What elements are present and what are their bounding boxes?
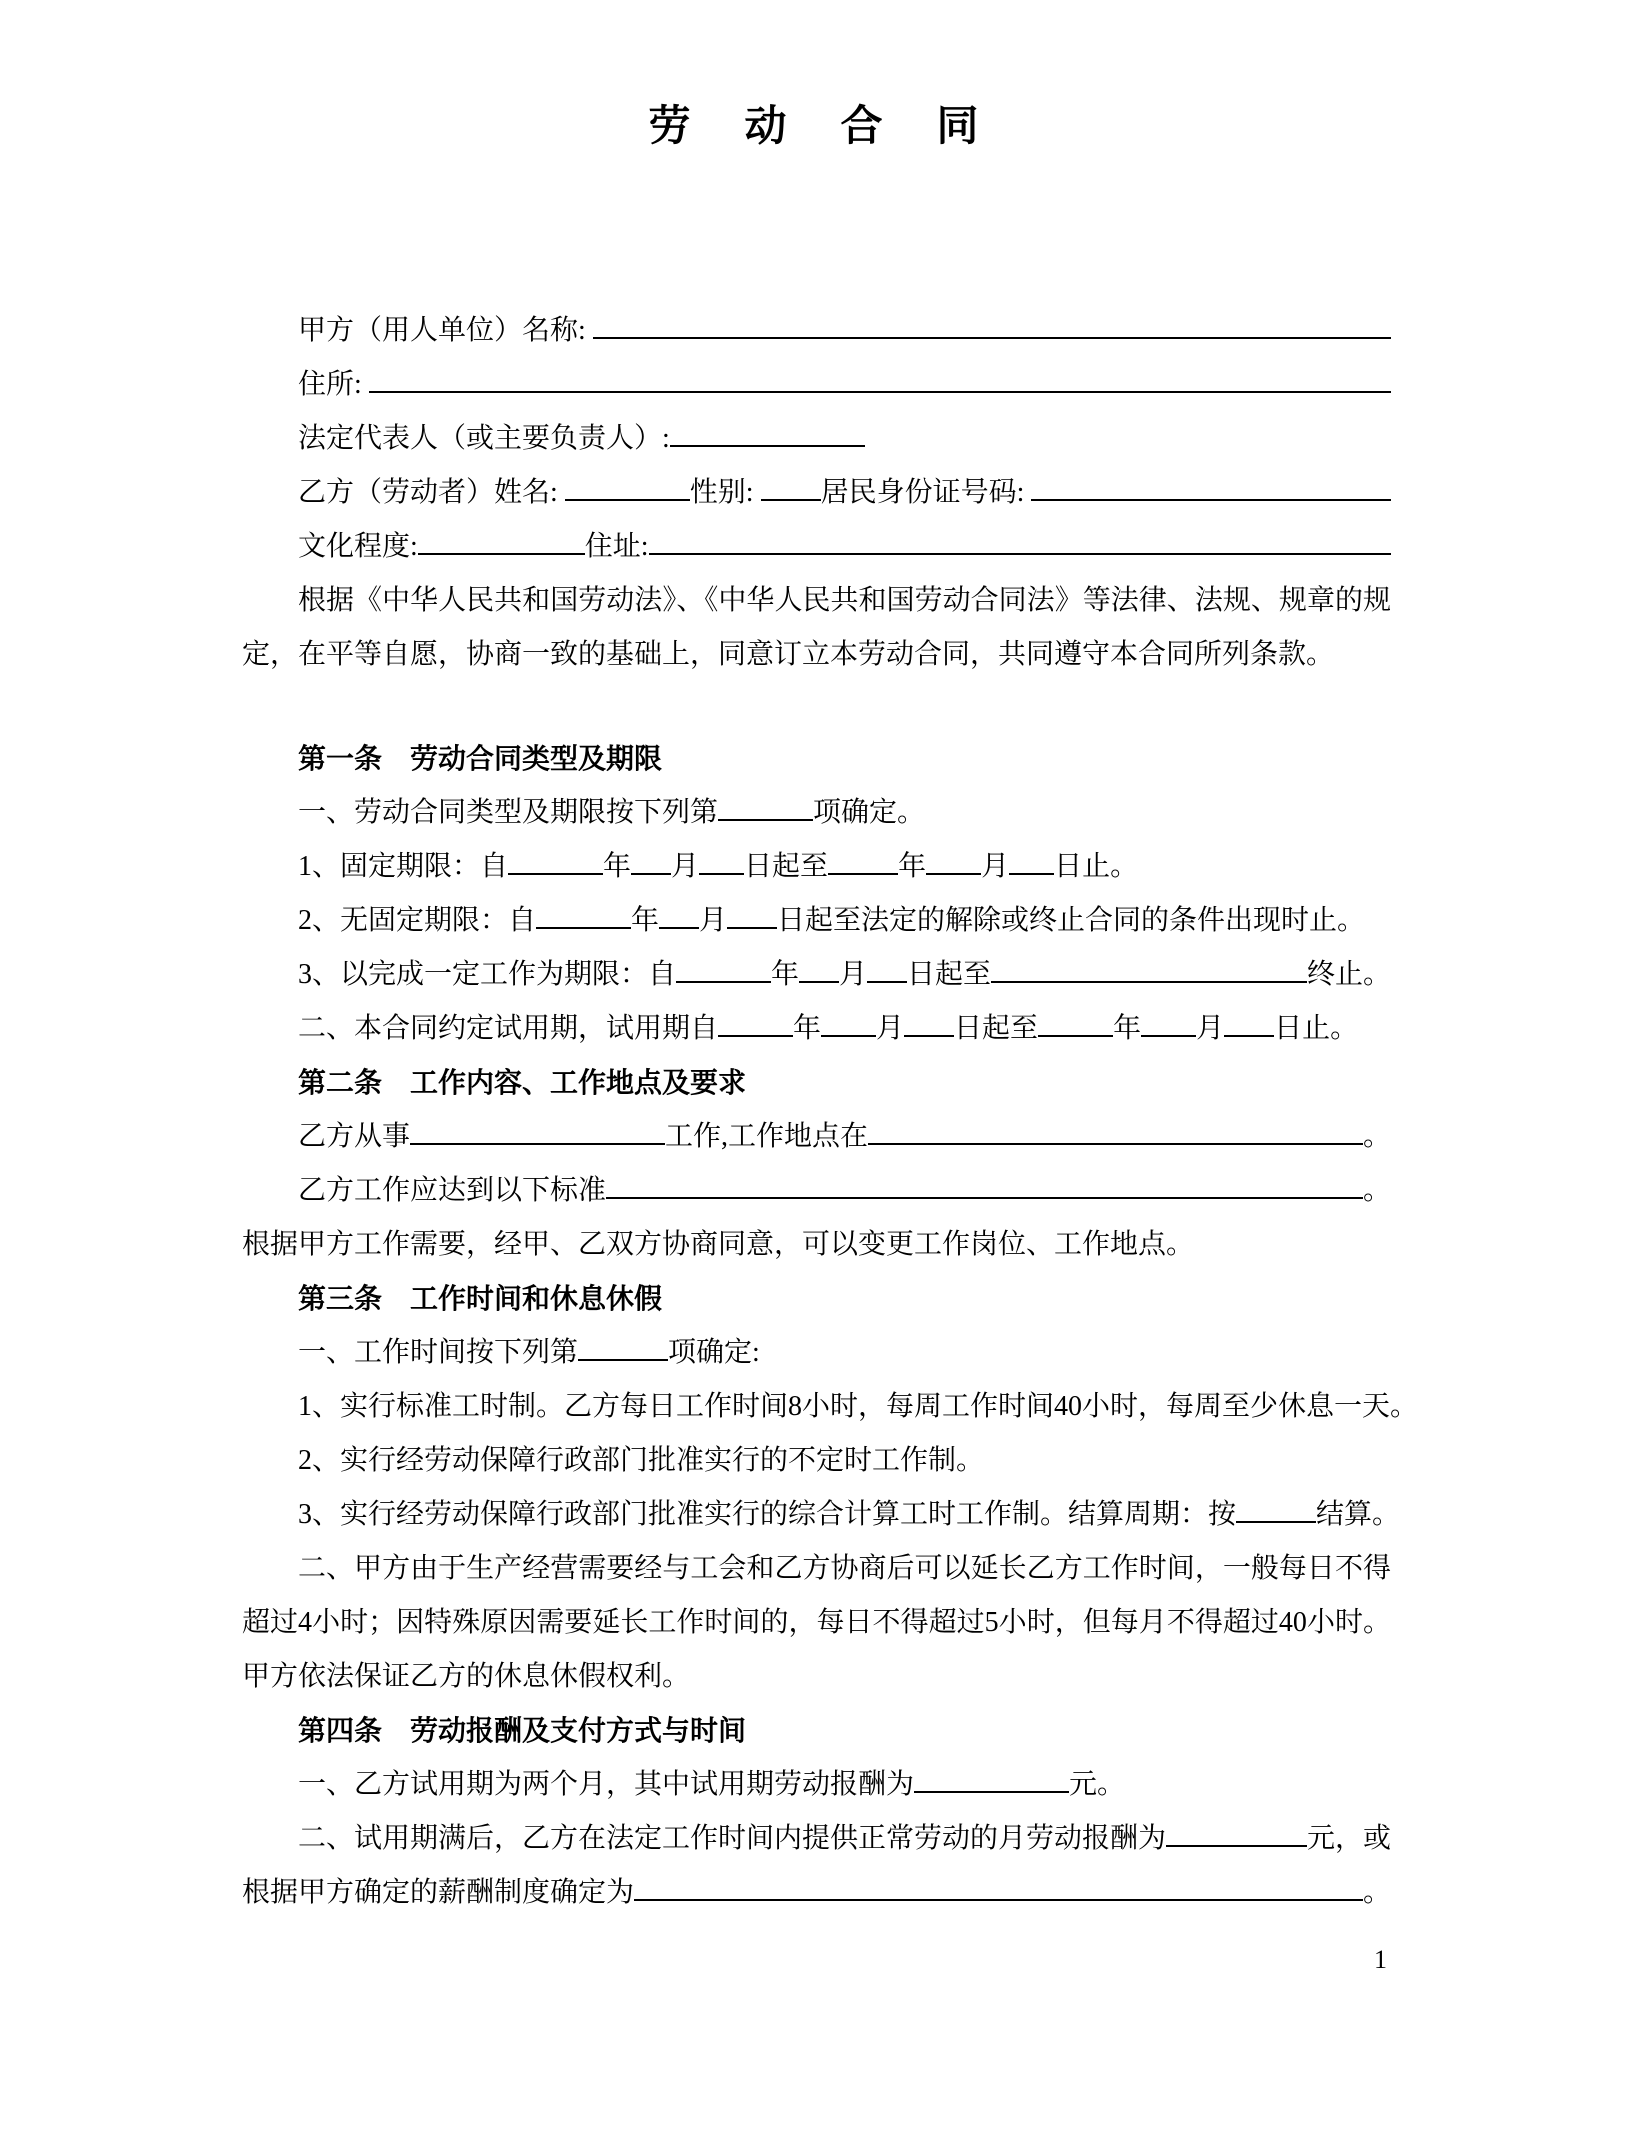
work-standard-pre: 乙方工作应达到以下标准 (298, 1175, 607, 1206)
employer-name-line (242, 304, 1391, 358)
worktime-post: 项确定: (668, 1337, 760, 1368)
blank-salary-system[interactable] (634, 1877, 1363, 1901)
task-term-pre: 3、以完成一定工作为期限：自 (298, 959, 677, 990)
standard-hours-line (242, 1380, 1419, 1434)
year-label: 年 (631, 905, 660, 936)
blank-probation-end-month[interactable] (1141, 1013, 1196, 1037)
blank-gender[interactable] (761, 477, 821, 501)
year-label: 年 (771, 959, 800, 990)
worktime-pre: 一、工作时间按下列第 (298, 1337, 579, 1368)
open-term-line (242, 894, 1391, 948)
education-label: 文化程度: (298, 531, 418, 562)
employer-address-line (242, 358, 1391, 412)
blank-legal-representative[interactable] (670, 423, 865, 447)
page-number: 1 (1374, 1945, 1387, 1974)
blank-probation-salary[interactable] (914, 1769, 1069, 1793)
blank-employer-name[interactable] (593, 315, 1391, 339)
task-term-line (242, 948, 1391, 1002)
day-from-label: 日起至 (907, 959, 992, 990)
blank-probation-start-day[interactable] (904, 1013, 954, 1037)
blank-fixed-end-day[interactable] (1009, 851, 1054, 875)
salary-system-line (242, 1866, 1391, 1920)
overtime-paragraph: 二、甲方由于生产经营需要经与工会和乙方协商后可以延长乙方工作时间，一般每日不得超过4小时；因特殊原因需要延长工作时间的，每日不得超过5小时，但每月不得超过40小时。甲方依法保证乙方的休息休假权利。 (242, 1553, 1391, 1692)
salary-system-post: 。 (1362, 1877, 1391, 1908)
period-label: 。 (1362, 1121, 1391, 1152)
job-change-line (242, 1218, 1391, 1272)
blank-fixed-start-day[interactable] (699, 851, 744, 875)
period-label: 。 (1362, 1175, 1391, 1206)
intro-paragraph: 根据《中华人民共和国劳动法》、《中华人民共和国劳动合同法》等法律、法规、规章的规定，在平等自愿，协商一致的基础上，同意订立本劳动合同，共同遵守本合同所列条款。 (242, 585, 1391, 670)
month-label: 月 (699, 905, 728, 936)
month-label: 月 (671, 851, 700, 882)
open-term-pre: 2、无固定期限：自 (298, 905, 537, 936)
probation-salary-line (242, 1758, 1391, 1812)
salary-system-pre: 根据甲方确定的薪酬制度确定为 (242, 1877, 635, 1908)
blank-probation-start-year[interactable] (718, 1013, 793, 1037)
blank-work-location[interactable] (868, 1121, 1363, 1145)
job-pre: 乙方从事 (298, 1121, 411, 1152)
job-mid: 工作,工作地点在 (665, 1121, 869, 1152)
blank-open-start-year[interactable] (536, 905, 631, 929)
gender-label: 性别: (689, 477, 761, 508)
blank-open-start-month[interactable] (659, 905, 699, 929)
worker-name-label: 乙方（劳动者）姓名: (298, 477, 565, 508)
blank-task-start-day[interactable] (867, 959, 907, 983)
article3-heading: 第三条 工作时间和休息休假 (298, 1283, 663, 1314)
blank-probation-end-day[interactable] (1224, 1013, 1274, 1037)
blank-worker-address[interactable] (649, 531, 1391, 555)
worker-address-label: 住址: (584, 531, 649, 562)
fixed-term-line (242, 840, 1391, 894)
blank-education[interactable] (418, 531, 585, 555)
blank-worker-name[interactable] (565, 477, 690, 501)
month-label: 月 (1196, 1013, 1225, 1044)
monthly-salary-pre: 二、试用期满后，乙方在法定工作时间内提供正常劳动的月劳动报酬为 (298, 1823, 1167, 1854)
job-change-text: 根据甲方工作需要，经甲、乙双方协商同意，可以变更工作岗位、工作地点。 (242, 1229, 1195, 1260)
flexible-hours-text: 2、实行经劳动保障行政部门批准实行的不定时工作制。 (298, 1445, 985, 1476)
comprehensive-pre: 3、实行经劳动保障行政部门批准实行的综合计算工时工作制。结算周期：按 (298, 1499, 1237, 1530)
blank-probation-start-month[interactable] (821, 1013, 876, 1037)
id-number-label: 居民身份证号码: (820, 477, 1032, 508)
blank-fixed-start-month[interactable] (631, 851, 671, 875)
blank-task-start-month[interactable] (799, 959, 839, 983)
worker-identity-line (242, 466, 1391, 520)
comprehensive-hours-line (242, 1488, 1401, 1542)
comprehensive-post: 结算。 (1316, 1499, 1401, 1530)
blank-task-start-year[interactable] (676, 959, 771, 983)
blank-fixed-end-month[interactable] (926, 851, 981, 875)
day-from-label: 日起至 (954, 1013, 1039, 1044)
day-from-label: 日起至 (744, 851, 829, 882)
probation-period-line (242, 1002, 1391, 1056)
flexible-hours-line (242, 1434, 1391, 1488)
year-label: 年 (1113, 1013, 1142, 1044)
day-until-label: 日止。 (1054, 851, 1139, 882)
employer-name-label: 甲方（用人单位）名称: (298, 315, 593, 346)
article2-heading: 第二条 工作内容、工作地点及要求 (298, 1067, 747, 1098)
year-label: 年 (603, 851, 632, 882)
blank-task-end-condition[interactable] (991, 959, 1307, 983)
contract-type-pre: 一、劳动合同类型及期限按下列第 (298, 797, 719, 828)
day-until-label: 日止。 (1274, 1013, 1359, 1044)
monthly-salary-post: 元，或 (1306, 1823, 1391, 1854)
legal-rep-line (242, 412, 1391, 466)
contract-type-post: 项确定。 (813, 797, 926, 828)
month-label: 月 (876, 1013, 905, 1044)
article1-heading: 第一条 劳动合同类型及期限 (298, 743, 663, 774)
probation-pre: 二、本合同约定试用期，试用期自 (298, 1013, 719, 1044)
blank-settlement-period[interactable] (1236, 1499, 1316, 1523)
blank-contract-type-choice[interactable] (718, 797, 813, 821)
employer-address-label: 住所: (298, 369, 369, 400)
work-standard-line (242, 1164, 1391, 1218)
blank-monthly-salary[interactable] (1166, 1823, 1307, 1847)
probation-salary-post: 元。 (1069, 1769, 1126, 1800)
blank-fixed-end-year[interactable] (828, 851, 898, 875)
blank-employer-address[interactable] (369, 369, 1391, 393)
job-content-line (242, 1110, 1391, 1164)
legal-rep-label: 法定代表人（或主要负责人）: (298, 423, 670, 454)
month-label: 月 (981, 851, 1010, 882)
worker-education-line (242, 520, 1391, 574)
blank-probation-end-year[interactable] (1038, 1013, 1113, 1037)
blank-work-standard[interactable] (606, 1175, 1363, 1199)
contract-type-choice-line (242, 786, 1391, 840)
worktime-choice-line (242, 1326, 1391, 1380)
blank-open-start-day[interactable] (727, 905, 777, 929)
monthly-salary-line (242, 1812, 1391, 1866)
open-term-post: 日起至法定的解除或终止合同的条件出现时止。 (777, 905, 1366, 936)
blank-worktime-choice[interactable] (578, 1337, 668, 1361)
blank-job-title[interactable] (410, 1121, 665, 1145)
blank-id-number[interactable] (1031, 477, 1391, 501)
fixed-term-pre: 1、固定期限：自 (298, 851, 509, 882)
page-title: 劳 动 合 同 (648, 104, 985, 150)
standard-hours-text: 1、实行标准工时制。乙方每日工作时间8小时，每周工作时间40小时，每周至少休息一天。 (298, 1391, 1419, 1422)
task-term-post: 终止。 (1306, 959, 1391, 990)
article4-heading: 第四条 劳动报酬及支付方式与时间 (298, 1715, 747, 1746)
month-label: 月 (839, 959, 868, 990)
year-label: 年 (793, 1013, 822, 1044)
blank-fixed-start-year[interactable] (508, 851, 603, 875)
probation-salary-pre: 一、乙方试用期为两个月，其中试用期劳动报酬为 (298, 1769, 915, 1800)
year-label: 年 (898, 851, 927, 882)
